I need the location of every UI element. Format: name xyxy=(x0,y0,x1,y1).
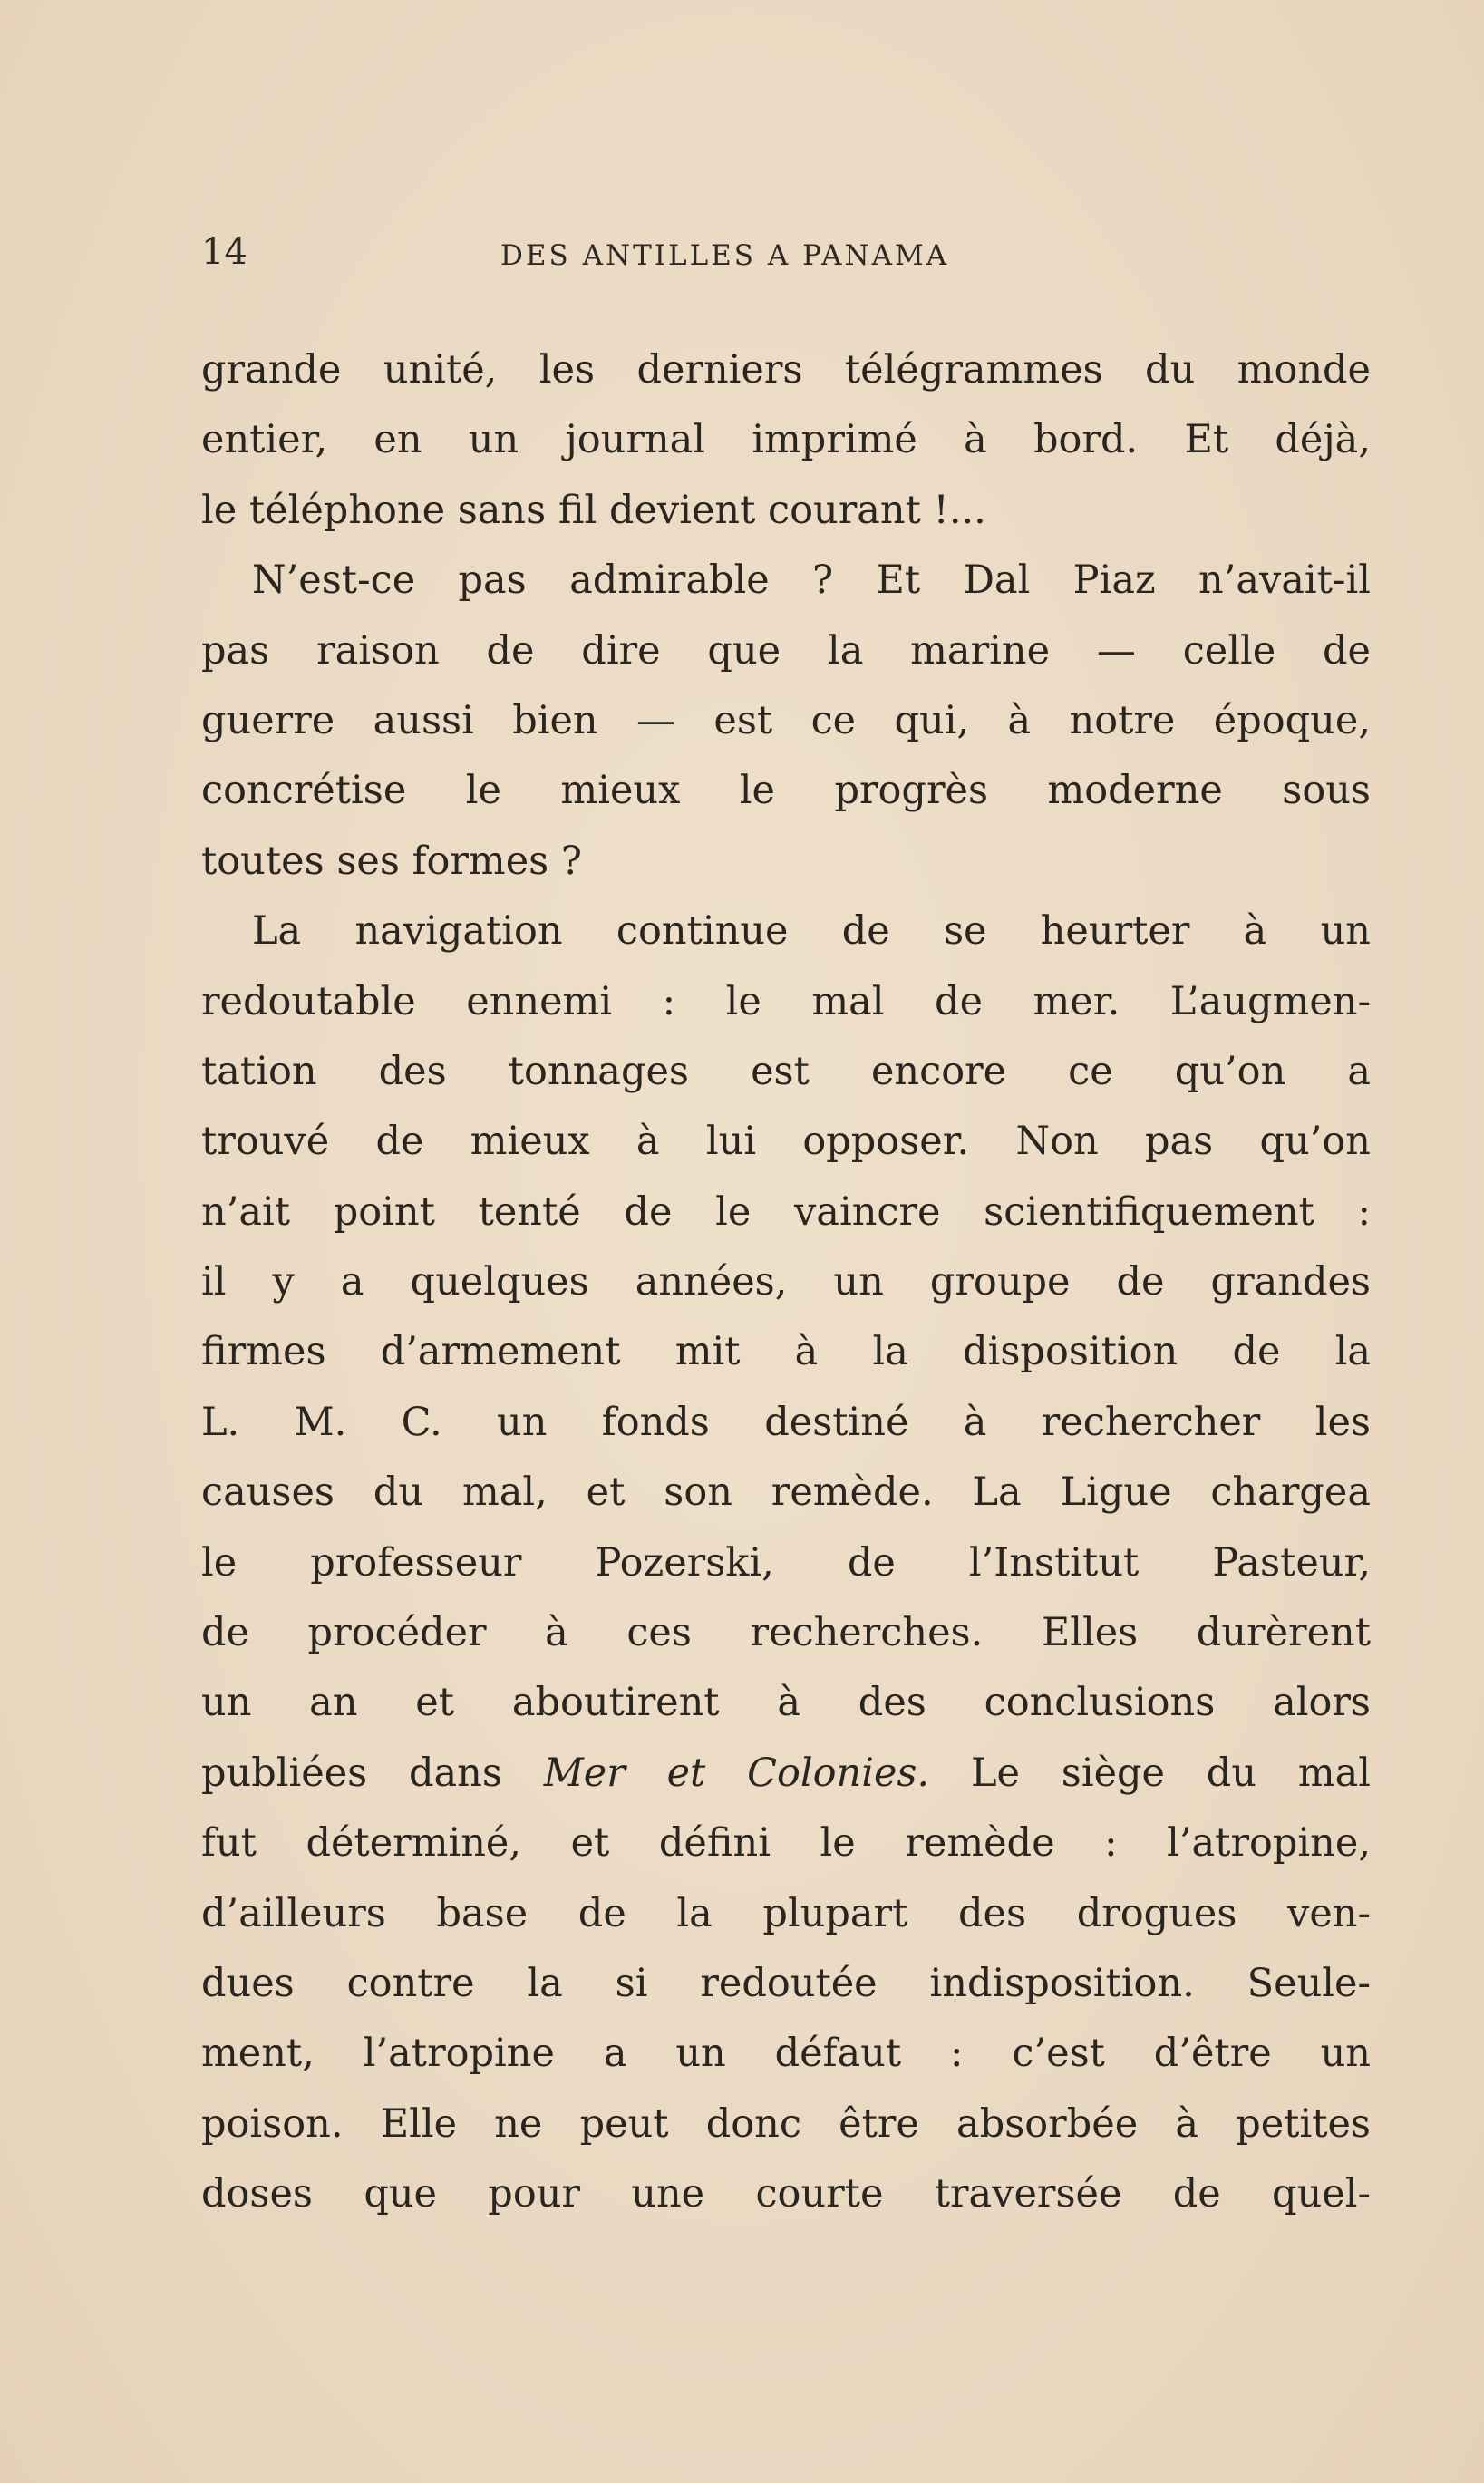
page-header xyxy=(201,225,1371,279)
text-line-with-italic xyxy=(201,1739,1371,1809)
text-line: grande unité, les derniers télégrammes du monde xyxy=(201,347,1371,393)
text-line: L. M. C. un fonds destiné à rechercher les xyxy=(201,1399,1371,1445)
text-line: doses que pour une courte traversée de quel- xyxy=(201,2171,1371,2217)
text-segment: Le siège du mal xyxy=(929,1750,1371,1796)
text-line: d’ailleurs base de la plupart des drogues ven- xyxy=(201,1890,1371,1936)
text-line: La navigation continue de se heurter à un xyxy=(252,908,1371,955)
text-line: poison. Elle ne peut donc être absorbée à petites xyxy=(201,2100,1371,2147)
text-line: trouvé de mieux à lui opposer. Non pas qu’on xyxy=(201,1119,1371,1165)
text-line: entier, en un journal imprimé à bord. Et déjà, xyxy=(201,417,1371,463)
text-line: il y a quelques années, un groupe de grandes xyxy=(201,1259,1371,1305)
page-number: 14 xyxy=(201,231,247,273)
text-line: le téléphone sans fil devient courant !... xyxy=(201,487,986,533)
text-line: tation des tonnages est encore ce qu’on a xyxy=(201,1048,1371,1094)
text-line: un an et aboutirent à des conclusions alors xyxy=(201,1680,1371,1726)
text-line: pas raison de dire que la marine — celle de xyxy=(201,627,1371,674)
text-segment: publiées dans xyxy=(201,1750,544,1796)
italic-title: Mer et Colonies. xyxy=(543,1750,930,1796)
text-line: toutes ses formes ? xyxy=(201,838,582,884)
text-line: firmes d’armement mit à la disposition de la xyxy=(201,1329,1371,1375)
text-line: n’ait point tenté de le vaincre scientifiquement : xyxy=(201,1188,1371,1235)
text-line: redoutable ennemi : le mal de mer. L’augmen- xyxy=(201,978,1371,1024)
text-line: N’est-ce pas admirable ? Et Dal Piaz n’avait-il xyxy=(252,558,1371,604)
text-line: fut déterminé, et défini le remède : l’atropine, xyxy=(201,1820,1371,1867)
body-text xyxy=(201,335,1371,2230)
text-line: dues contre la si redoutée indisposition. Seule- xyxy=(201,1960,1371,2006)
text-line: concrétise le mieux le progrès moderne sous xyxy=(201,768,1371,814)
running-title: DES ANTILLES A PANAMA xyxy=(500,239,950,272)
text-line: le professeur Pozerski, de l’Institut Pasteur, xyxy=(201,1539,1371,1586)
text-line: ment, l’atropine a un défaut : c’est d’être un xyxy=(201,2031,1371,2077)
text-line: de procéder à ces recherches. Elles durèrent xyxy=(201,1610,1371,1656)
text-line: causes du mal, et son remède. La Ligue chargea xyxy=(201,1469,1371,1516)
text-line: guerre aussi bien — est ce qui, à notre époque, xyxy=(201,697,1371,743)
